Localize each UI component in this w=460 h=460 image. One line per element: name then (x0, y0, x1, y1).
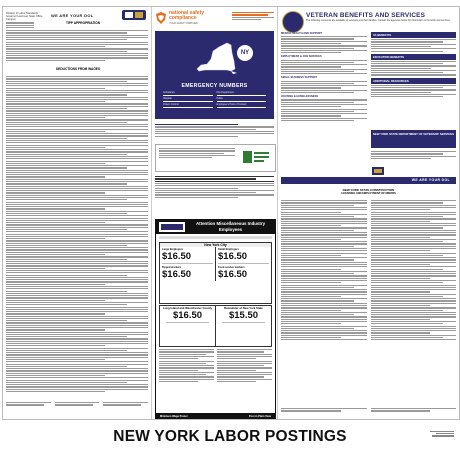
construction-subtitle: LICENSING AND EMPLOYMENT OF MINORS (341, 192, 396, 195)
nsc-tagline: YOUR SAFETY PARTNER (169, 22, 198, 25)
vet-right-heading-1: VA BENEFITS (371, 32, 456, 38)
construction-notice (281, 188, 456, 195)
notice-block (155, 123, 274, 138)
large-employers-label: Large Employers (162, 248, 184, 251)
text-block-2 (6, 75, 148, 393)
poster-title: NEW YORK LABOR POSTINGS (113, 428, 347, 445)
election-notice (155, 144, 276, 172)
wage-footer-bar (156, 413, 275, 420)
dvs-logo-icon (371, 166, 385, 176)
food-service-label: Food service workers (218, 266, 245, 270)
food-service-wage: $16.50 (218, 269, 248, 281)
dvs-banner (371, 130, 456, 148)
dvs-logo-row (371, 163, 456, 173)
large-employers-wage: $16.50 (162, 251, 192, 262)
ny-logo-icon (121, 9, 147, 21)
wage-fine-print (159, 348, 272, 383)
signature-row (6, 401, 148, 407)
veterans-seal-icon (282, 11, 304, 33)
dol-brand-2: WE ARE YOUR DOL (411, 178, 450, 182)
veterans-right-list (371, 32, 456, 128)
field-fire: Fire Department (217, 91, 267, 96)
field-poison: Poison Control (163, 103, 213, 108)
nsc-contact (232, 11, 274, 21)
vet-heading-3: SMALL BUSINESS SUPPORT (281, 76, 318, 80)
ny-state-panel (155, 31, 274, 119)
notice-strip (159, 236, 272, 239)
poster-tag (430, 430, 454, 438)
employer-notice (155, 175, 274, 199)
emergency-fields (163, 91, 266, 108)
vet-right-heading-2: EDUCATION BENEFITS (371, 54, 456, 60)
tipped-wage: $16.50 (162, 269, 192, 281)
construction-title: NEW YORK STATE CONSTRUCTION (342, 188, 395, 192)
field-contact: Employee's Point of Contact (217, 103, 267, 108)
field-ambulance: Ambulance (163, 91, 213, 96)
vet-right-heading-3: ADDITIONAL RESOURCES (371, 78, 456, 84)
vet-heading-1: MENTAL HEALTH AND SUPPORT (281, 32, 323, 35)
long-island-title: Long Island and Westchester County (162, 306, 213, 310)
deductions-title: DEDUCTIONS FROM WAGES (55, 67, 101, 71)
wage-header-bar (156, 220, 275, 234)
nyc-wage-box (159, 242, 272, 304)
ny-state-map-icon (193, 39, 239, 77)
tipp-title: TIPP APPROPRIATION (65, 21, 101, 25)
board-elections-logo-icon (241, 148, 271, 166)
small-employers-label: Small Employers (218, 248, 239, 251)
text-block-1 (6, 29, 148, 62)
veterans-subtitle: The following resources are available to veterans and their families. Contact the agencies below for information on benefits and services. (306, 19, 451, 22)
regional-wage-boxes (159, 305, 272, 347)
long-island-wage: $16.50 (172, 310, 203, 322)
dol-address: Division of Labor Standards Governor Harriman State Office Campus (6, 12, 46, 29)
wage-footer-right: Post in Plain View (248, 415, 271, 418)
tipped-label: Tipped workers (162, 266, 182, 270)
state-badge: NY (237, 45, 253, 61)
dol-stripe (281, 177, 456, 184)
veterans-header (278, 9, 459, 29)
small-employers-wage: $16.50 (218, 251, 248, 262)
column-emergency-wage (152, 7, 278, 419)
dvs-banner-text: NEW YORK STATE DEPARTMENT OF VETERANS' SERVICES (372, 132, 455, 136)
remainder-wage: $15.50 (228, 310, 259, 322)
field-police: Police (217, 97, 267, 102)
dol-brand: WE ARE YOUR DOL (51, 13, 94, 18)
labor-poster (2, 6, 460, 420)
nsc-shield-icon (155, 11, 167, 25)
remainder-title: Remainder of New York State (224, 306, 263, 310)
ny-wage-logo-icon (159, 222, 185, 232)
vet-heading-2: EMPLOYMENT & JOB SERVICES (281, 55, 322, 59)
wage-footer-left: Minimum Wage Poster (160, 415, 188, 418)
column-veterans (278, 7, 459, 419)
vet-heading-4: HOUSING & HOMELESSNESS (281, 95, 319, 99)
veterans-left-list (281, 32, 367, 172)
column-deductions (3, 7, 152, 419)
minimum-wage-poster (155, 219, 276, 420)
field-hospital: Hospital (163, 97, 213, 102)
nyc-header: New York City (160, 243, 271, 247)
veterans-title: VETERAN BENEFITS AND SERVICES (306, 12, 426, 19)
emergency-title: EMERGENCY NUMBERS (181, 83, 248, 89)
nsc-name: national safety compliance (169, 10, 205, 21)
minors-text (281, 199, 456, 342)
dvs-contact (371, 150, 456, 160)
col3-signatures (281, 407, 456, 413)
attention-title: Attention Miscellaneous Industry Employees (195, 221, 266, 232)
